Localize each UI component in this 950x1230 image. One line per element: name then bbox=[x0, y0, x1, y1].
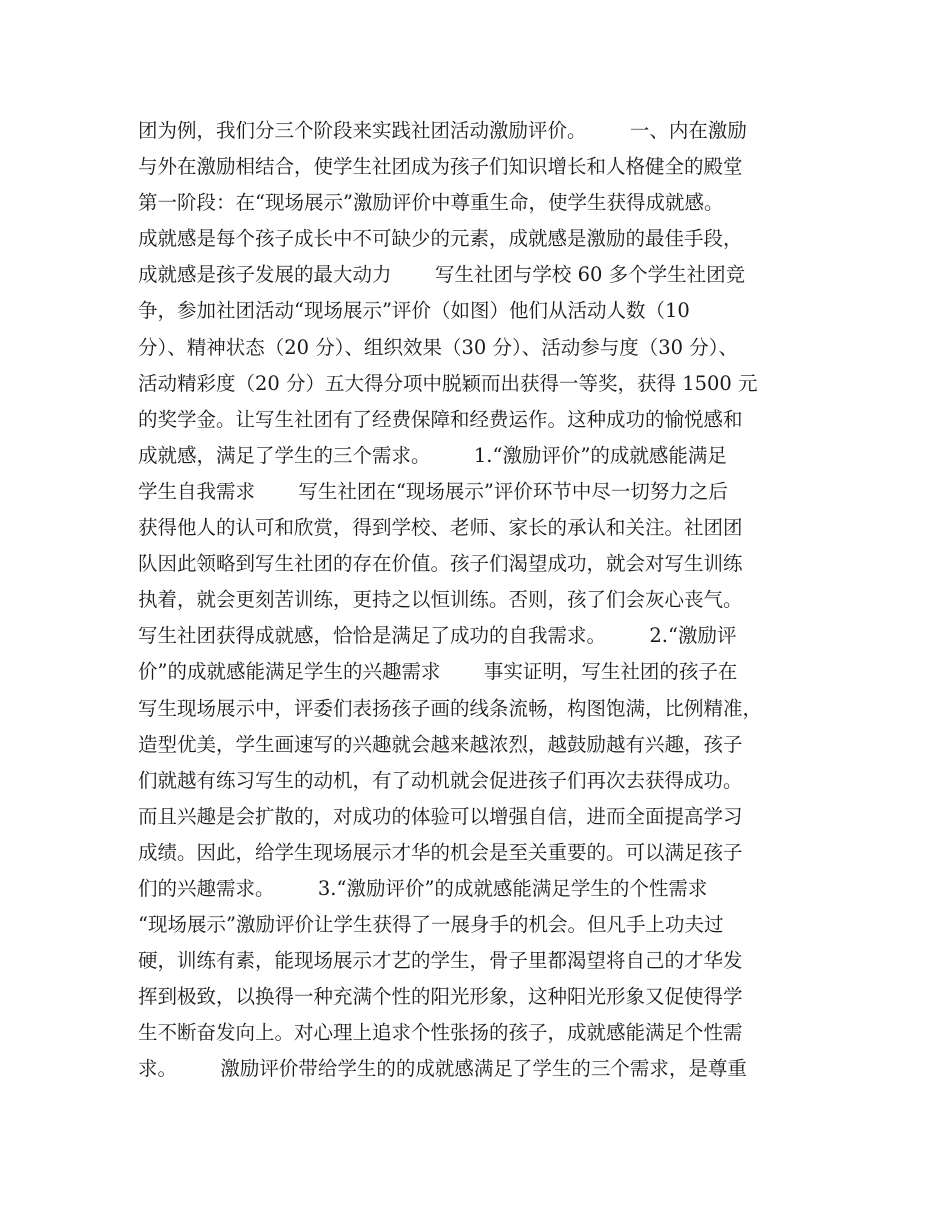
text-line: 硬，训练有素，能现场展示才艺的学生，骨子里都渴望将自己的才华发 bbox=[138, 949, 743, 973]
text-line: 争，参加社团活动“现场展示”评价（如图）他们从活动人数（10 bbox=[138, 299, 690, 323]
text-line: 获得他人的认可和欣赏，得到学校、老师、家长的承认和关注。社团团 bbox=[138, 516, 743, 540]
text-line: 团为例，我们分三个阶段来实践社团活动激励评价。 一、内在激励 bbox=[138, 119, 747, 142]
text-line: 们就越有练习写生的动机，有了动机就会促进孩子们再次去获得成功。 bbox=[138, 768, 743, 792]
text-line: 第一阶段：在“现场展示”激励评价中尊重生命，使学生获得成就感。 bbox=[138, 191, 724, 215]
body-text bbox=[138, 113, 838, 1088]
text-line: 学生自我需求 写生社团在“现场展示”评价环节中尽一切努力之后 bbox=[138, 479, 728, 503]
text-line: 写生社团获得成就感，恰恰是满足了成功的自我需求。 2.“激励评 bbox=[138, 624, 737, 648]
text-line: 成就感是孩子发展的最大动力 写生社团与学校 60 多个学生社团竞 bbox=[138, 263, 746, 287]
text-line: 写生现场展示中，评委们表扬孩子画的线条流畅，构图饱满，比例精准， bbox=[138, 696, 763, 720]
text-line: 求。 激励评价带给学生的的成就感满足了学生的三个需求，是尊重 bbox=[138, 1057, 747, 1081]
text-line: 执着，就会更刻苦训练，更持之以恒训练。否则，孩了们会灰心丧气。 bbox=[138, 588, 743, 612]
text-line: “现场展示”激励评价让学生获得了一展身手的机会。但凡手上功夫过 bbox=[138, 913, 724, 937]
text-line: 队因此领略到写生社团的存在价值。孩子们渴望成功，就会对写生训练 bbox=[138, 552, 743, 576]
text-line: 活动精彩度（20 分）五大得分项中脱颖而出获得一等奖，获得 1500 元 bbox=[138, 371, 758, 395]
text-line: 分）、精神状态（20 分）、组织效果（30 分）、活动参与度（30 分）、 bbox=[138, 335, 739, 359]
text-line: 成就感，满足了学生的三个需求。 1.“激励评价”的成就感能满足 bbox=[138, 443, 727, 467]
text-line: 而且兴趣是会扩散的，对成功的体验可以增强自信，进而全面提高学习 bbox=[138, 804, 743, 828]
text-line: 造型优美，学生画速写的兴趣就会越来越浓烈，越鼓励越有兴趣，孩子 bbox=[138, 732, 743, 756]
text-line: 挥到极致，以换得一种充满个性的阳光形象，这种阳光形象又促使得学 bbox=[138, 985, 743, 1009]
text-line: 成绩。因此，给学生现场展示才华的机会是至关重要的。可以满足孩子 bbox=[138, 840, 743, 864]
text-line: 成就感是每个孩子成长中不可缺少的元素，成就感是激励的最佳手段， bbox=[138, 227, 743, 251]
text-line: 的奖学金。让写生社团有了经费保障和经费运作。这种成功的愉悦感和 bbox=[138, 407, 743, 431]
text-line: 们的兴趣需求。 3.“激励评价”的成就感能满足学生的个性需求 bbox=[138, 876, 708, 900]
text-line: 与外在激励相结合，使学生社团成为孩子们知识增长和人格健全的殿堂 bbox=[138, 155, 743, 179]
text-line: 生不断奋发向上。对心理上追求个性张扬的孩子，成就感能满足个性需 bbox=[138, 1021, 743, 1045]
text-line: 价”的成就感能满足学生的兴趣需求 事实证明，写生社团的孩子在 bbox=[138, 660, 738, 684]
